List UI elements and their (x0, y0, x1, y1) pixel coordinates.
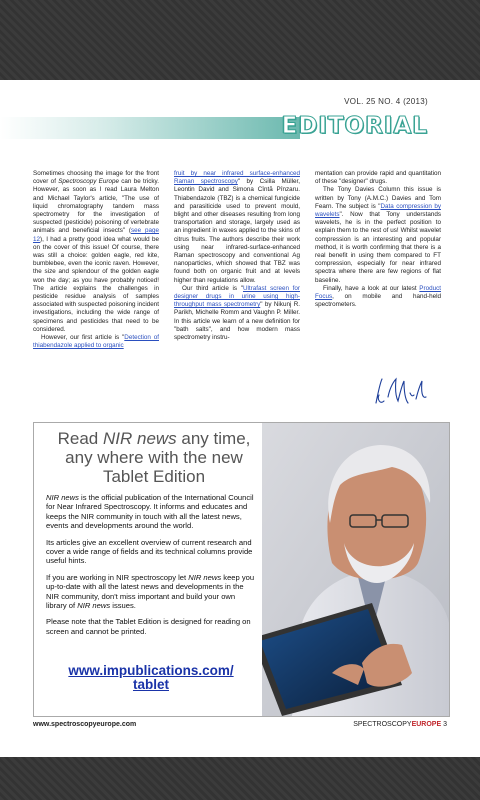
footer-website: www.spectroscopyeurope.com (33, 721, 137, 728)
advert-paragraph: If you are working in NIR spectroscopy let NIR news keep you up-to-date with all the latest news and developments in the NIR community, don't miss important and build your own library of NIR news issues. (46, 572, 255, 611)
advert-body (46, 493, 256, 643)
advert-url-link[interactable]: www.impublications.com/ tablet (68, 663, 234, 692)
viewer-bottom-background (0, 757, 480, 800)
paragraph: Finally, have a look at our latest Product Focus, on mobile and hand-held spectrometers. (315, 284, 441, 309)
article-column-1 (33, 170, 159, 350)
footer-brand-page: SPECTROSCOPYEUROPE 3 (353, 721, 447, 728)
link-product-focus[interactable]: Product Focus (315, 284, 441, 301)
magazine-page (0, 80, 480, 757)
advert-paragraph: Its articles give an excellent overview of current research and cover a wide range of fields and its technical columns provide useful hints. (46, 537, 253, 566)
link-see-page-12[interactable]: see page 12 (33, 227, 159, 243)
viewer-top-background (0, 0, 480, 80)
link-thiabendazole-article-cont[interactable]: fruit by near infrared surface-enhanced Raman spectroscopy (174, 170, 300, 186)
link-thiabendazole-article[interactable]: Detection of thiabendazole applied to organic (33, 334, 159, 350)
article-column-3 (315, 170, 441, 309)
link-data-compression[interactable]: Data compression by wavelets (315, 202, 441, 219)
article-column-2 (174, 170, 300, 342)
man-with-tablet-photo (262, 423, 449, 716)
paragraph: Sometimes choosing the image for the front cover of Spectroscopy Europe can be tricky. However, as soon as I read Laura Melton and Michael Taylor's article, "The use of liquid chromatography tandem mass spectrometry for the investigation of suspected (pesticide) poisoning of vertebrate animals and beneficial insects" (see page 12), I had a pretty good idea what would be on the cover of this issue! Of course, there was still a choice: golden eagle, red kite, bumblebee, even the iconic raven. However, the size and splendour of the golden eagle won the day; as you have probably noticed! The article explains the challenges in pesticide residue analysis of samples associated with suspected poisoning incident investigations, including the wide range of specimens and pesticides that need to be considered. (33, 170, 159, 333)
paragraph: fruit by near infrared surface-enhanced Raman spectroscopy" by Csilla Müller, Leontin David and Simona Cîntă Pînzaru. Thiabendazole (TBZ) is a chemical fungicide and parasiticide used to prevent mould, blight and other diseases resulting from long transportation and storage, largely used as an ingredient in waxes applied to the skins of citrus fruits. The authors describe their work using near infrared-surface-enhanced Raman spectroscopy and conventional Ag nanoparticles, which showed that TBZ was found both on organic fruit and at levels higher than regulations allow. (174, 170, 300, 284)
paragraph: However, our first article is "Detection of thiabendazole applied to organic (33, 334, 159, 350)
paragraph: mentation can provide rapid and quantitation of these "designer" drugs. (315, 170, 441, 186)
page-number: 3 (443, 721, 447, 728)
article-columns (33, 170, 448, 400)
nir-news-advert (33, 422, 450, 717)
section-title: EDITORIAL (281, 113, 428, 139)
editor-signature (368, 373, 428, 413)
advert-paragraph: Please note that the Tablet Edition is designed for reading on screen and cannot be printed. (46, 617, 251, 636)
advert-paragraph: NIR news is the official publication of the International Council for Near Infrared Spectroscopy. It informs and educates and keeps the NIR community in touch with all the latest news, events and developments around the world. (46, 493, 254, 531)
advert-headline: Read NIR news any time, any where with the new Tablet Edition (57, 429, 251, 486)
volume-issue: VOL. 25 NO. 4 (2013) (344, 97, 428, 106)
section-banner-bar (0, 117, 300, 139)
link-designer-drugs-article[interactable]: Ultrafast screen for designer drugs in urine using high-throughput mass spectrometry (174, 284, 300, 309)
paragraph: Our third article is "Ultrafast screen for designer drugs in urine using high-throughput mass spectrometry" by Nikunj R. Parikh, Michelle Romm and Vaughn P. Miller. In this article we learn of a new definition for "bath salts", and how modern mass spectrometry instru- (174, 284, 301, 342)
paragraph: The Tony Davies Column this issue is written by Tony (A.M.C.) Davies and Tom Fearn. The subject is "Data compression by wavelets". Now that Tony understands wavelets, he is in the perfect position to explain them to the rest of us! Whilst wavelet compression is an interesting and popular method, it is worth confirming that there is a real benefit in using them compared to FT compression, especially for near infrared spectra where there are few regions of flat baseline. (315, 186, 441, 284)
